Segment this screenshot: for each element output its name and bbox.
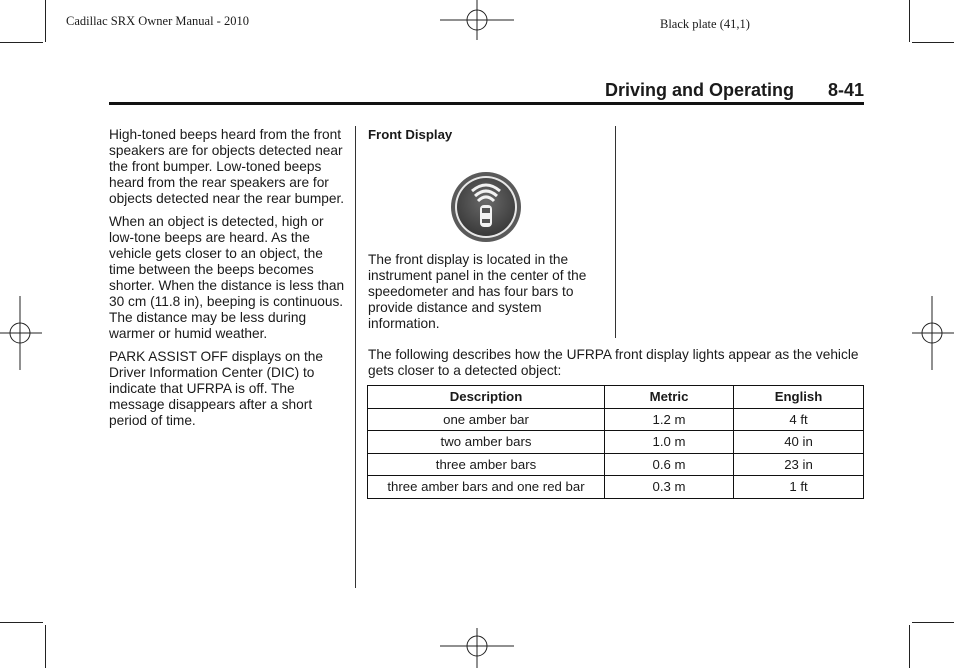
table-cell: three amber bars: [368, 453, 605, 476]
table-cell: 0.3 m: [605, 476, 734, 499]
column-header: Metric: [605, 386, 734, 409]
crop-mark: [45, 625, 46, 668]
plate-label: Black plate (41,1): [660, 17, 750, 31]
column-divider: [355, 126, 356, 588]
page-number: 8-41: [827, 80, 864, 100]
table-cell: 40 in: [734, 431, 864, 454]
table-row: [368, 431, 864, 454]
table-cell: 0.6 m: [605, 453, 734, 476]
distance-table: [367, 385, 864, 499]
column-header: English: [734, 386, 864, 409]
paragraph: PARK ASSIST OFF displays on the Driver Information Center (DIC) to indicate that UFRPA is off. The message disappears after a short period of time.: [109, 349, 324, 428]
section-title: Driving and Operating: [604, 80, 794, 100]
middle-column: [368, 127, 606, 150]
table-cell: 1 ft: [734, 476, 864, 499]
table-cell: 4 ft: [734, 408, 864, 431]
document-header: Cadillac SRX Owner Manual - 2010: [66, 14, 249, 28]
table-cell: three amber bars and one red bar: [368, 476, 605, 499]
column-header: Description: [368, 386, 605, 409]
crop-mark: [0, 622, 43, 623]
title-rule: [109, 102, 864, 105]
table-intro: The following describes how the UFRPA front display lights appear as the vehicle gets closer to a detected object:: [368, 347, 859, 378]
table-row: [368, 476, 864, 499]
table-cell: one amber bar: [368, 408, 605, 431]
front-display-description: [368, 252, 608, 339]
paragraph: The front display is located in the instrument panel in the center of the speedometer and has four bars to provide distance and system information.: [368, 252, 587, 331]
paragraph: When an object is detected, high or low-tone beeps are heard. As the vehicle gets closer to an object, the time between the beeps becomes shorter. When the distance is less than 30 cm (11.8 in), beeping is continuous. The distance may be less during warmer or humid weather.: [109, 214, 345, 341]
table-cell: 1.0 m: [605, 431, 734, 454]
paragraph: High-toned beeps heard from the front speakers are for objects detected near the front bumper. Low-toned beeps heard from the rear speakers are for objects detected near the rear bumper.: [109, 127, 345, 206]
crop-mark: [912, 622, 954, 623]
crop-mark: [909, 0, 910, 42]
registration-mark-right: [912, 296, 954, 370]
crop-mark: [909, 625, 910, 668]
front-display-park-assist-icon: [450, 171, 522, 243]
registration-mark-bottom: [440, 628, 514, 668]
table-row: [368, 453, 864, 476]
column-divider: [615, 126, 616, 338]
left-column: [109, 127, 345, 436]
table-cell: 23 in: [734, 453, 864, 476]
crop-mark: [45, 0, 46, 42]
table-cell: two amber bars: [368, 431, 605, 454]
crop-mark: [0, 42, 43, 43]
table-row: [368, 408, 864, 431]
registration-mark-left: [0, 296, 42, 370]
table-cell: 1.2 m: [605, 408, 734, 431]
table-header-row: [368, 386, 864, 409]
section-heading: Front Display: [368, 127, 453, 142]
registration-mark-top: [440, 0, 514, 40]
crop-mark: [912, 42, 954, 43]
